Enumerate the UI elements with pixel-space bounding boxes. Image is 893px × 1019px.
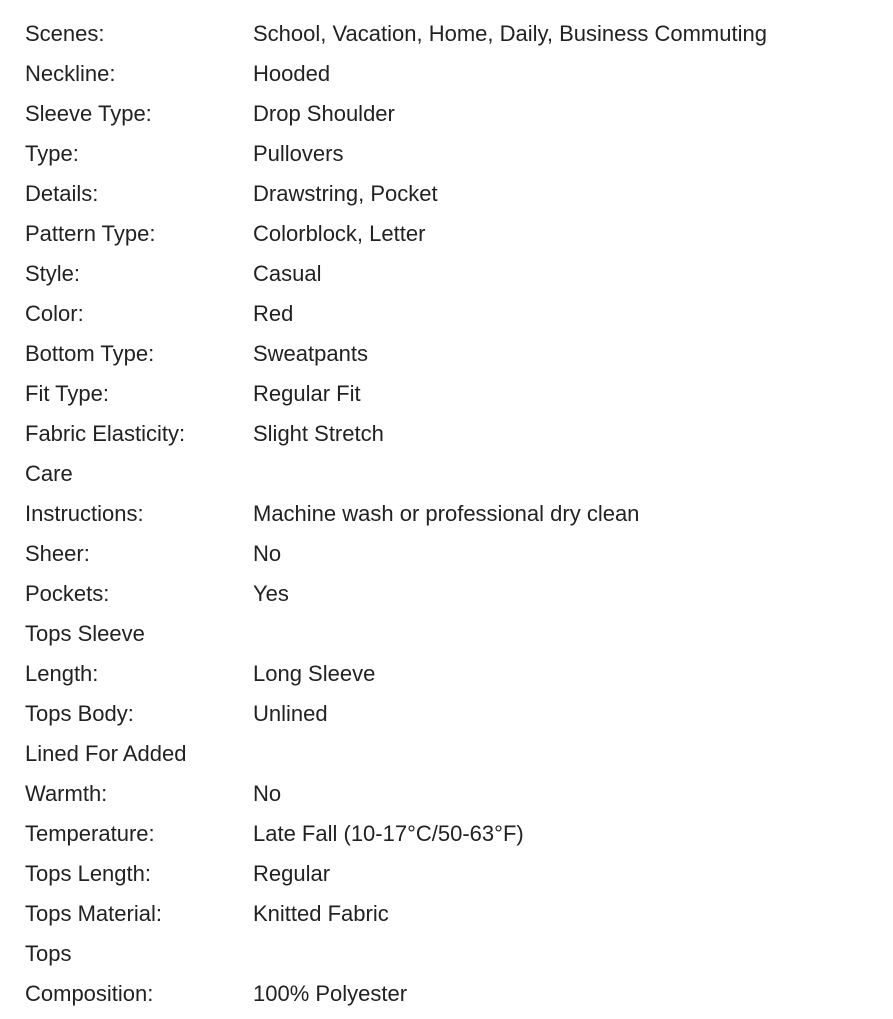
spec-label: Pattern Type: — [25, 221, 156, 246]
spec-row-tops-length — [25, 854, 875, 894]
spec-row-pattern-type — [25, 214, 875, 254]
spec-value: Regular — [253, 861, 331, 886]
spec-label: Temperature: — [25, 821, 155, 846]
spec-row-color — [25, 294, 875, 334]
spec-value: No — [253, 781, 282, 806]
spec-label: Pockets: — [25, 581, 110, 606]
spec-value: Slight Stretch — [253, 421, 384, 446]
spec-row-fit-type — [25, 374, 875, 414]
spec-label: Tops Body: — [25, 701, 134, 726]
spec-label — [25, 734, 253, 814]
spec-row-type — [25, 134, 875, 174]
spec-label: Sleeve Type: — [25, 101, 152, 126]
spec-value: Pullovers — [253, 141, 344, 166]
spec-value: School, Vacation, Home, Daily, Business Commuting — [253, 21, 767, 46]
spec-value-wrapper — [253, 734, 875, 814]
spacer — [253, 454, 875, 494]
spec-value: 100% Polyester — [253, 981, 408, 1006]
spec-label: Tops Material: — [25, 901, 162, 926]
spec-label: Color: — [25, 301, 84, 326]
spec-value: Machine wash or professional dry clean — [253, 501, 640, 526]
spacer — [253, 934, 875, 974]
spec-value: Unlined — [253, 701, 328, 726]
spec-row-tops-composition — [25, 934, 875, 1014]
spec-label-line: Composition: — [25, 981, 154, 1006]
spec-row-tops-material — [25, 894, 875, 934]
spec-value: Hooded — [253, 61, 331, 86]
spec-value: Drop Shoulder — [253, 101, 395, 126]
spec-label-line: Tops Sleeve — [25, 621, 145, 646]
spacer — [253, 614, 875, 654]
spec-label-line: Care — [25, 461, 73, 486]
spec-value: Knitted Fabric — [253, 901, 389, 926]
spec-value-wrapper — [253, 934, 875, 1014]
spec-value: Late Fall (10-17°C/50-63°F) — [253, 821, 524, 846]
spec-value: Red — [253, 301, 294, 326]
spec-label: Bottom Type: — [25, 341, 155, 366]
spec-label-line: Warmth: — [25, 781, 108, 806]
spec-value: Drawstring, Pocket — [253, 181, 438, 206]
spec-value: Yes — [253, 581, 289, 606]
product-specifications — [25, 14, 875, 1014]
spec-label: Style: — [25, 261, 81, 286]
spec-value-wrapper — [253, 614, 875, 694]
spec-row-style — [25, 254, 875, 294]
spec-row-scenes — [25, 14, 875, 54]
spec-value-wrapper — [253, 454, 875, 534]
spec-row-bottom-type — [25, 334, 875, 374]
spec-value: Regular Fit — [253, 381, 361, 406]
spec-label-line: Instructions: — [25, 501, 144, 526]
spec-row-neckline — [25, 54, 875, 94]
spec-row-care-instructions — [25, 454, 875, 534]
spec-row-tops-sleeve-length — [25, 614, 875, 694]
spec-row-details — [25, 174, 875, 214]
spec-label: Sheer: — [25, 541, 90, 566]
spec-row-temperature — [25, 814, 875, 854]
spec-value: Long Sleeve — [253, 661, 376, 686]
spec-label: Details: — [25, 181, 99, 206]
spec-label-line: Tops — [25, 941, 72, 966]
spec-label — [25, 934, 253, 1014]
spec-label: Scenes: — [25, 21, 105, 46]
spec-label: Neckline: — [25, 61, 116, 86]
spec-value: No — [253, 541, 282, 566]
spec-label-line: Length: — [25, 661, 99, 686]
spec-row-sheer — [25, 534, 875, 574]
spec-row-pockets — [25, 574, 875, 614]
spec-value: Sweatpants — [253, 341, 368, 366]
spec-label — [25, 614, 253, 694]
spec-label — [25, 454, 253, 534]
spec-label: Fit Type: — [25, 381, 109, 406]
spec-row-lined-for-added-warmth — [25, 734, 875, 814]
spec-label: Type: — [25, 141, 79, 166]
spec-label-line: Lined For Added — [25, 741, 187, 766]
spacer — [253, 734, 875, 774]
spec-row-sleeve-type — [25, 94, 875, 134]
spec-row-fabric-elasticity — [25, 414, 875, 454]
spec-row-tops-body — [25, 694, 875, 734]
spec-value: Colorblock, Letter — [253, 221, 426, 246]
spec-label: Fabric Elasticity: — [25, 421, 186, 446]
spec-value: Casual — [253, 261, 322, 286]
spec-label: Tops Length: — [25, 861, 151, 886]
